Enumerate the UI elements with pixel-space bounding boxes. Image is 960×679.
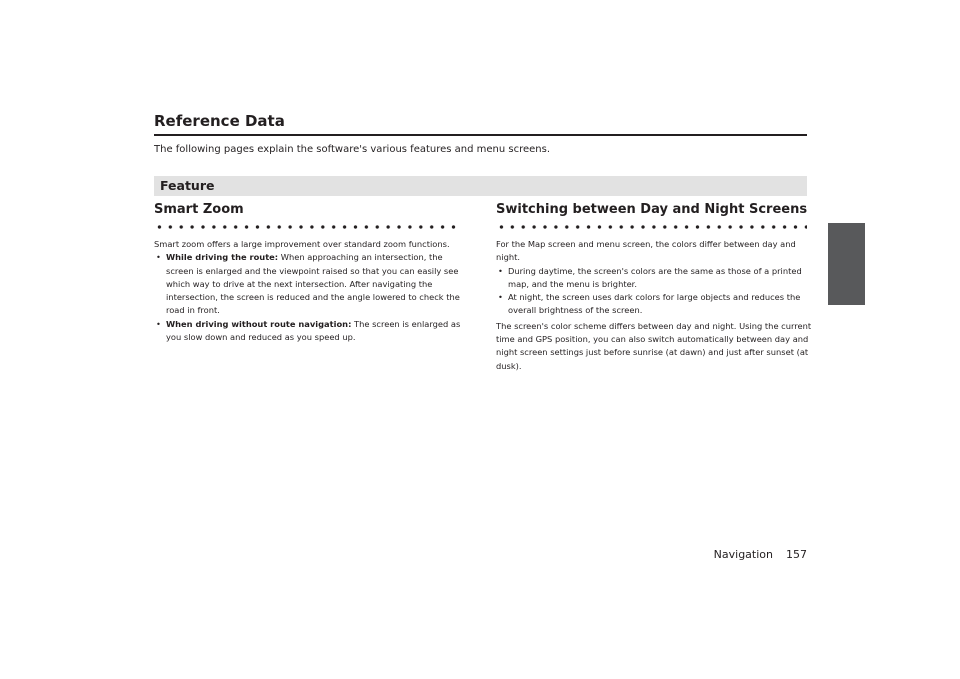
page-title: Reference Data [154,112,285,130]
dotted-divider [154,224,460,230]
intro-text: The following pages explain the software's various features and menu screens. [154,144,551,155]
smart-zoom-intro: Smart zoom offers a large improvement over standard zoom functions. [154,239,450,249]
title-rule [154,134,807,136]
page-footer [714,547,807,563]
section-bar-label: Feature [160,178,215,193]
bullet-label: When driving without route navigation: [166,318,352,329]
dotted-divider [496,224,807,230]
list-item [154,251,472,317]
list-item: • During daytime, the screen's colors are the same as those of a printed map, and the menu is brighter. [496,265,812,292]
day-night-body [496,238,812,373]
bullet-label: While driving the route: [166,252,279,263]
footer-section: Navigation [713,548,773,561]
day-night-paragraph-1: For the Map screen and menu screen, the colors differ between day and night. [496,239,796,263]
list-item: • At night, the screen uses dark colors for large objects and reduces the overall brightness of the screen. [496,291,812,318]
section-bar [154,176,807,196]
smart-zoom-body [154,238,472,344]
chapter-tab [828,223,865,305]
smart-zoom-heading: Smart Zoom [154,202,244,217]
bullet-text: The screen is enlarged as you slow down and reduced as you speed up. [166,318,461,343]
list-item [154,318,472,345]
page-number: 157 [786,548,807,561]
bullet-text: When approaching an intersection, the screen is enlarged and the viewpoint raised so that you can easily see which way to drive at the next intersection. After navigating the intersection, the screen is reduced and the angle lowered to check the road in front. [166,252,460,316]
day-night-heading: Switching between Day and Night Screens [496,202,808,217]
day-night-paragraph-2: The screen's color scheme differs between day and night. Using the current time and GPS position, you can also switch automatically between day and night screen settings just before sunrise (at dawn) and just after sunset (at dusk). [496,320,812,371]
